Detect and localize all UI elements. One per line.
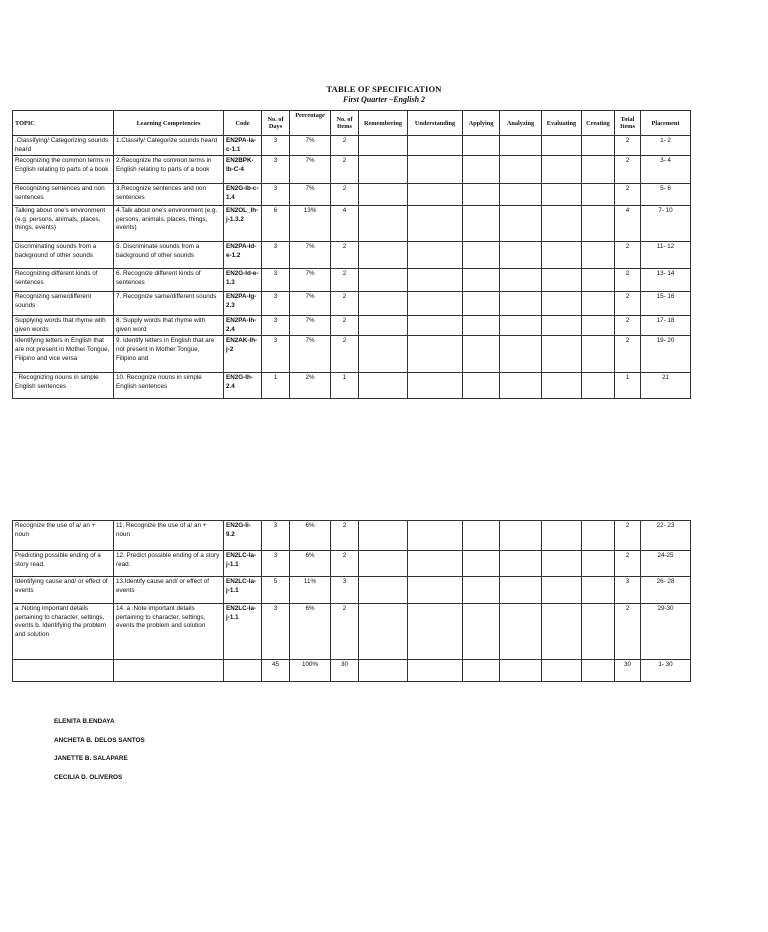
col-header-placement: Placement xyxy=(641,111,691,136)
document-subtitle: First Quarter –English 2 xyxy=(342,95,426,104)
cell-items: 2 xyxy=(331,336,359,373)
total-items-count: 30 xyxy=(331,660,359,682)
cell-total-items: 2 xyxy=(615,242,641,269)
table-body-part-1 xyxy=(13,136,691,399)
cell-items: 2 xyxy=(331,156,359,184)
cell-competency: 14. a .Note important details pertaining to character, settings, events the problem and solution xyxy=(114,604,224,660)
table-row xyxy=(13,242,691,269)
cell-analyzing xyxy=(500,336,542,373)
cell-total-items: 2 xyxy=(615,184,641,206)
cell-topic: Recognizing same/different sounds xyxy=(13,292,114,316)
cell-understanding xyxy=(408,156,463,184)
cell-remembering xyxy=(359,316,408,336)
cell-evaluating xyxy=(542,660,582,682)
cell-evaluating xyxy=(542,242,582,269)
signatory-name: ANCHETA B. DELOS SANTOS xyxy=(54,736,145,744)
cell-understanding xyxy=(408,292,463,316)
cell-remembering xyxy=(359,604,408,660)
cell-competency: 2.Recognize the common terms in English relating to parts of a book xyxy=(114,156,224,184)
cell-topic: Recognize the use of a/ an + noun xyxy=(13,521,114,551)
cell-percentage: 7% xyxy=(290,184,331,206)
cell-items: 2 xyxy=(331,242,359,269)
cell-placement: 29-30 xyxy=(641,604,691,660)
cell-days: 5 xyxy=(262,577,290,604)
cell-applying xyxy=(463,336,500,373)
cell-evaluating xyxy=(542,269,582,292)
cell-placement: 22- 23 xyxy=(641,521,691,551)
specification-table-part-2 xyxy=(12,520,691,682)
cell-understanding xyxy=(408,521,463,551)
cell-creating xyxy=(582,604,615,660)
col-header-total-items: Total Items xyxy=(615,111,641,136)
cell-placement: 26- 28 xyxy=(641,577,691,604)
cell-total-items: 3 xyxy=(615,577,641,604)
cell-applying xyxy=(463,660,500,682)
cell-remembering xyxy=(359,242,408,269)
col-header-evaluating: Evaluating xyxy=(542,111,582,136)
cell-analyzing xyxy=(500,184,542,206)
cell-competency: 5. Discriminate sounds from a background of other sounds xyxy=(114,242,224,269)
cell-placement: 13- 14 xyxy=(641,269,691,292)
cell-understanding xyxy=(408,604,463,660)
signatories-list xyxy=(54,718,145,792)
cell-understanding xyxy=(408,136,463,156)
table-header-row xyxy=(13,111,691,136)
cell-competency: 1.Classify/ Categorize sounds heard xyxy=(114,136,224,156)
cell-analyzing xyxy=(500,521,542,551)
cell-items: 2 xyxy=(331,269,359,292)
cell-competency: 4.Talk about one's environment (e.g. persons, animals, places, things, events) xyxy=(114,206,224,242)
cell-items: 1 xyxy=(331,373,359,399)
cell-items: 2 xyxy=(331,316,359,336)
document-title: TABLE OF SPECIFICATION xyxy=(326,84,442,94)
cell-total-items: 2 xyxy=(615,136,641,156)
table-row xyxy=(13,136,691,156)
cell-code: EN2G-Id-e-1.3 xyxy=(224,269,262,292)
cell-topic: Discriminating sounds from a background of other sounds xyxy=(13,242,114,269)
cell-topic: Talking about one's environment (e.g. persons, animals, places, things, events) xyxy=(13,206,114,242)
table-row xyxy=(13,269,691,292)
cell-code xyxy=(224,660,262,682)
cell-analyzing xyxy=(500,156,542,184)
cell-total-items: 2 xyxy=(615,292,641,316)
total-days: 45 xyxy=(262,660,290,682)
cell-code: EN2PA-Ih-2.4 xyxy=(224,316,262,336)
cell-analyzing xyxy=(500,242,542,269)
col-header-applying: Applying xyxy=(463,111,500,136)
col-header-topic: TOPIC xyxy=(13,111,114,136)
cell-analyzing xyxy=(500,136,542,156)
cell-days: 1 xyxy=(262,373,290,399)
cell-applying xyxy=(463,136,500,156)
cell-percentage: 7% xyxy=(290,136,331,156)
cell-code: EN2OL_Ih-j-1.3.2 xyxy=(224,206,262,242)
cell-code: EN2PA-Id-e-1.2 xyxy=(224,242,262,269)
cell-remembering xyxy=(359,551,408,577)
cell-evaluating xyxy=(542,521,582,551)
cell-analyzing xyxy=(500,577,542,604)
cell-placement: 5- 6 xyxy=(641,184,691,206)
total-placement: 1- 30 xyxy=(641,660,691,682)
table-row xyxy=(13,521,691,551)
cell-remembering xyxy=(359,136,408,156)
cell-days: 3 xyxy=(262,316,290,336)
grand-total-items: 30 xyxy=(615,660,641,682)
cell-creating xyxy=(582,336,615,373)
cell-percentage: 11% xyxy=(290,577,331,604)
cell-competency: 10. Recognize nouns in simple English sentences xyxy=(114,373,224,399)
cell-evaluating xyxy=(542,373,582,399)
cell-competency: 6. Recognize different kinds of sentences xyxy=(114,269,224,292)
table-row xyxy=(13,316,691,336)
cell-applying xyxy=(463,604,500,660)
cell-percentage: 2% xyxy=(290,373,331,399)
cell-topic: Recognizing sentences and non sentences xyxy=(13,184,114,206)
cell-creating xyxy=(582,373,615,399)
cell-placement: 24-25 xyxy=(641,551,691,577)
cell-competency: 7. Recognize same/different sounds xyxy=(114,292,224,316)
cell-days: 3 xyxy=(262,521,290,551)
cell-code: EN2LC-Ia-j-1.1 xyxy=(224,577,262,604)
cell-analyzing xyxy=(500,206,542,242)
cell-evaluating xyxy=(542,577,582,604)
cell-code: EN2LC-Ia-j-1.1 xyxy=(224,604,262,660)
cell-items: 2 xyxy=(331,292,359,316)
signatory-name: JANETTE B. SALAPARE xyxy=(54,755,128,762)
cell-remembering xyxy=(359,577,408,604)
cell-analyzing xyxy=(500,269,542,292)
cell-topic: Identifying letters in English that are not present in Mother Tongue, Filipino and vice versa xyxy=(13,336,114,373)
cell-percentage: 7% xyxy=(290,316,331,336)
cell-creating xyxy=(582,206,615,242)
cell-percentage: 7% xyxy=(290,242,331,269)
cell-days: 6 xyxy=(262,206,290,242)
cell-understanding xyxy=(408,551,463,577)
cell-total-items: 2 xyxy=(615,521,641,551)
col-header-analyzing: Analyzing xyxy=(500,111,542,136)
cell-competency: 11. Recognize the use of a/ an + noun xyxy=(114,521,224,551)
cell-evaluating xyxy=(542,604,582,660)
cell-understanding xyxy=(408,184,463,206)
cell-total-items: 4 xyxy=(615,206,641,242)
cell-code: EN2BPK-Ib-C-4 xyxy=(224,156,262,184)
table-body-part-2 xyxy=(13,521,691,682)
cell-days: 3 xyxy=(262,269,290,292)
cell-understanding xyxy=(408,206,463,242)
cell-applying xyxy=(463,269,500,292)
cell-percentage: 7% xyxy=(290,336,331,373)
cell-evaluating xyxy=(542,292,582,316)
cell-evaluating xyxy=(542,206,582,242)
cell-evaluating xyxy=(542,156,582,184)
cell-remembering xyxy=(359,660,408,682)
cell-creating xyxy=(582,269,615,292)
col-header-creating: Creating xyxy=(582,111,615,136)
cell-total-items: 2 xyxy=(615,551,641,577)
cell-items: 2 xyxy=(331,184,359,206)
cell-days: 3 xyxy=(262,136,290,156)
cell-items: 3 xyxy=(331,577,359,604)
col-header-code: Code xyxy=(224,111,262,136)
cell-items: 2 xyxy=(331,604,359,660)
cell-applying xyxy=(463,577,500,604)
cell-understanding xyxy=(408,269,463,292)
table-row xyxy=(13,551,691,577)
table-row xyxy=(13,577,691,604)
table-row xyxy=(13,156,691,184)
cell-items: 2 xyxy=(331,521,359,551)
cell-days: 3 xyxy=(262,242,290,269)
cell-placement: 11- 12 xyxy=(641,242,691,269)
cell-understanding xyxy=(408,336,463,373)
cell-total-items: 2 xyxy=(615,156,641,184)
cell-code: EN2LC-Ia-j-1.1 xyxy=(224,551,262,577)
cell-placement: 3- 4 xyxy=(641,156,691,184)
cell-creating xyxy=(582,316,615,336)
cell-placement: 1- 2 xyxy=(641,136,691,156)
cell-evaluating xyxy=(542,551,582,577)
cell-remembering xyxy=(359,269,408,292)
cell-code: EN2PA-Ig-2.3 xyxy=(224,292,262,316)
cell-understanding xyxy=(408,316,463,336)
table-row xyxy=(13,292,691,316)
cell-evaluating xyxy=(542,136,582,156)
cell-topic: . Recognizing nouns in simple English sentences xyxy=(13,373,114,399)
cell-applying xyxy=(463,242,500,269)
cell-creating xyxy=(582,660,615,682)
cell-days: 3 xyxy=(262,292,290,316)
cell-applying xyxy=(463,373,500,399)
col-header-items: No. of Items xyxy=(331,111,359,136)
cell-competency: 9. Identify letters in English that are not present in Mother Tongue, Filipino and xyxy=(114,336,224,373)
cell-applying xyxy=(463,551,500,577)
cell-percentage: 7% xyxy=(290,292,331,316)
cell-remembering xyxy=(359,206,408,242)
cell-topic: Recognizing the common terms in English relating to parts of a book xyxy=(13,156,114,184)
cell-total-items: 2 xyxy=(615,604,641,660)
cell-topic: .Classifying/ Categorizing sounds heard xyxy=(13,136,114,156)
cell-remembering xyxy=(359,184,408,206)
cell-percentage: 6% xyxy=(290,551,331,577)
cell-analyzing xyxy=(500,604,542,660)
cell-topic: a .Noting important details pertaining to character, settings, events b. Identifying the problem and solution xyxy=(13,604,114,660)
cell-understanding xyxy=(408,660,463,682)
cell-total-items: 2 xyxy=(615,316,641,336)
cell-remembering xyxy=(359,292,408,316)
signatory-name: CECILIA D. OLIVEROS xyxy=(54,773,123,781)
cell-remembering xyxy=(359,336,408,373)
cell-applying xyxy=(463,521,500,551)
cell-competency: 3.Recognize sentences and non sentences xyxy=(114,184,224,206)
cell-percentage: 6% xyxy=(290,604,331,660)
cell-analyzing xyxy=(500,551,542,577)
cell-days: 3 xyxy=(262,604,290,660)
cell-understanding xyxy=(408,242,463,269)
cell-days: 3 xyxy=(262,184,290,206)
cell-creating xyxy=(582,521,615,551)
col-header-days: No. of Days xyxy=(262,111,290,136)
cell-applying xyxy=(463,316,500,336)
cell-placement: 15- 16 xyxy=(641,292,691,316)
cell-percentage: 13% xyxy=(290,206,331,242)
cell-topic: Supplying words that rhyme with given words xyxy=(13,316,114,336)
cell-items: 4 xyxy=(331,206,359,242)
cell-applying xyxy=(463,292,500,316)
cell-competency: 8. Supply words that rhyme with given word xyxy=(114,316,224,336)
cell-evaluating xyxy=(542,336,582,373)
cell-evaluating xyxy=(542,316,582,336)
cell-total-items: 2 xyxy=(615,269,641,292)
cell-remembering xyxy=(359,521,408,551)
cell-analyzing xyxy=(500,316,542,336)
table-row xyxy=(13,373,691,399)
cell-code: EN2PA-Ia-c-1.1 xyxy=(224,136,262,156)
cell-placement: 7- 10 xyxy=(641,206,691,242)
cell-total-items: 2 xyxy=(615,336,641,373)
cell-creating xyxy=(582,136,615,156)
cell-topic: Predicting possible ending of a story read. xyxy=(13,551,114,577)
cell-creating xyxy=(582,242,615,269)
cell-creating xyxy=(582,292,615,316)
cell-placement: 17- 18 xyxy=(641,316,691,336)
cell-code: EN2AK-Ih-j-2 xyxy=(224,336,262,373)
cell-topic: Identifying cause and/ or effect of events xyxy=(13,577,114,604)
table-row xyxy=(13,184,691,206)
col-header-competencies: Learning Competencies xyxy=(114,111,224,136)
cell-percentage: 7% xyxy=(290,156,331,184)
document-title-block xyxy=(0,84,768,104)
cell-analyzing xyxy=(500,660,542,682)
cell-competency: 13.Identify cause and/ or effect of events xyxy=(114,577,224,604)
cell-code: EN2G-Ib-c-1.4 xyxy=(224,184,262,206)
table-row xyxy=(13,604,691,660)
cell-code: EN2G-Ih-2.4 xyxy=(224,373,262,399)
cell-items: 2 xyxy=(331,551,359,577)
cell-competency: 12. Predict possible ending of a story read. xyxy=(114,551,224,577)
cell-analyzing xyxy=(500,292,542,316)
cell-topic xyxy=(13,660,114,682)
cell-creating xyxy=(582,184,615,206)
cell-creating xyxy=(582,551,615,577)
col-header-understanding: Understanding xyxy=(408,111,463,136)
cell-understanding xyxy=(408,373,463,399)
total-percentage: 100% xyxy=(290,660,331,682)
cell-creating xyxy=(582,577,615,604)
cell-code: EN2G-Ii-9.2 xyxy=(224,521,262,551)
cell-understanding xyxy=(408,577,463,604)
cell-applying xyxy=(463,206,500,242)
col-header-remembering: Remembering xyxy=(359,111,408,136)
table-row xyxy=(13,336,691,373)
cell-topic: Recognizing different kinds of sentences xyxy=(13,269,114,292)
cell-creating xyxy=(582,156,615,184)
totals-row xyxy=(13,660,691,682)
cell-analyzing xyxy=(500,373,542,399)
cell-applying xyxy=(463,184,500,206)
cell-placement: 19- 20 xyxy=(641,336,691,373)
cell-items: 2 xyxy=(331,136,359,156)
cell-applying xyxy=(463,156,500,184)
signatory-name: ELENITA B.ENDAYA xyxy=(54,718,115,725)
cell-placement: 21 xyxy=(641,373,691,399)
cell-percentage: 7% xyxy=(290,269,331,292)
specification-table-part-1 xyxy=(12,110,691,399)
table-row xyxy=(13,206,691,242)
cell-percentage: 6% xyxy=(290,521,331,551)
cell-total-items: 1 xyxy=(615,373,641,399)
cell-competency xyxy=(114,660,224,682)
cell-days: 3 xyxy=(262,156,290,184)
cell-remembering xyxy=(359,373,408,399)
cell-days: 3 xyxy=(262,551,290,577)
cell-evaluating xyxy=(542,184,582,206)
cell-days: 3 xyxy=(262,336,290,373)
col-header-percentage: Percentage xyxy=(290,111,331,136)
cell-remembering xyxy=(359,156,408,184)
